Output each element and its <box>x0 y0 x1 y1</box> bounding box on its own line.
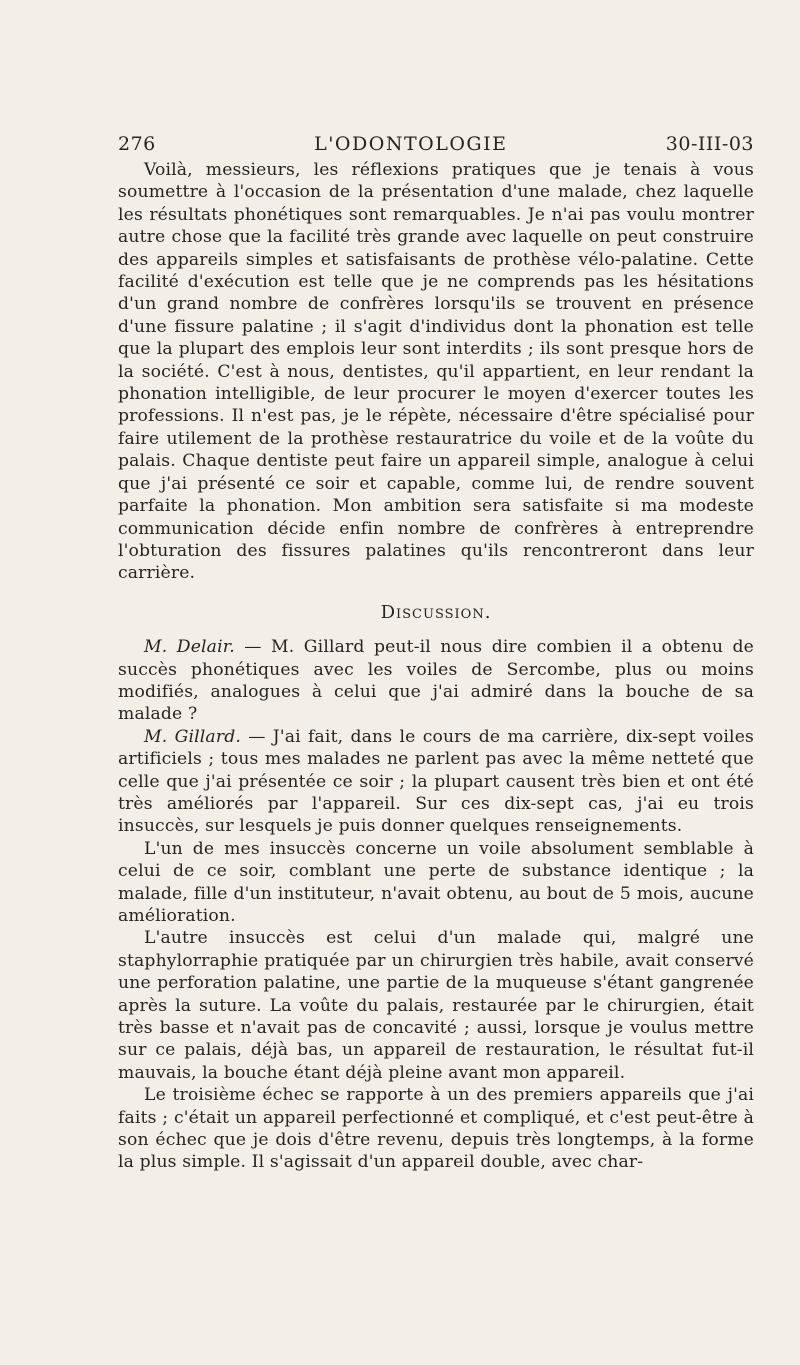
speaker-gillard: M. Gillard. <box>144 726 241 747</box>
delair-question-text: — M. Gillard peut-il nous dire combien il a obtenu de succès phonétiques avec les voiles de Sercombe, plus ou moins modifiés, analogues à celui que j'ai admiré dans la bouche de sa malade ? <box>118 637 754 725</box>
paragraph-second-failure: L'autre insuccès est celui d'un malade qui, malgré une staphylorraphie pratiquée par un chirurgien très habile, avait conservé une perforation palatine, une partie de la muqueuse s'étant gangrenée après la suture. La voûte du palais, restaurée par le chirurgien, était très basse et n'avait pas de concavité ; aussi, lorsque je voulus mettre sur ce palais, déjà bas, un appareil de restauration, le résultat fut-il mauvais, la bouche étant déjà pleine avant mon appareil. <box>118 928 754 1083</box>
paragraph-delair-question <box>118 636 754 726</box>
section-heading-discussion: Discussion. <box>380 601 492 623</box>
page-number: 276 <box>118 133 156 155</box>
paragraph-first-failure: L'un de mes insuccès concerne un voile absolument semblable à celui de ce soir, comblant une perte de substance identique ; la malade, fille d'un instituteur, n'avait obtenu, au bout de 5 mois, aucune amélioration. <box>118 838 754 926</box>
article-body <box>118 159 754 1174</box>
gillard-answer-text: — J'ai fait, dans le cours de ma carrière, dix-sept voiles artificiels ; tous mes malades ne parlent pas avec la même netteté que celle que j'ai présentée ce soir ; la plupart causent très bien et ont été très améliorés par l'appareil. Sur ces dix-sept cas, j'ai eu trois insuccès, sur lesquels je puis donner quelques renseignements. <box>118 726 755 837</box>
journal-title: L'ODONTOLOGIE <box>314 133 508 155</box>
document-page <box>118 133 754 1174</box>
issue-date: 30-III-03 <box>665 133 754 155</box>
paragraph-third-failure: Le troisième échec se rapporte à un des premiers appareils que j'ai faits ; c'était un appareil perfectionné et compliqué, et c'est peut-être à son échec que je dois d'être revenu, depuis très longtemps, à la forme la plus simple. Il s'agissait d'un appareil double, avec char- <box>118 1085 754 1173</box>
paragraph-gillard-answer <box>118 726 754 838</box>
paragraph-conclusion: Voilà, messieurs, les réflexions pratiques que je tenais à vous soumettre à l'occasion de la présentation d'une malade, chez laquelle les résultats phonétiques sont remarquables. Je n'ai pas voulu montrer autre chose que la facilité très grande avec laquelle on peut construire des appareils simples et satisfaisants de prothèse vélo-palatine. Cette facilité d'exécution est telle que je ne comprends pas les hésitations d'un grand nombre de confrères lorsqu'ils se trouvent en présence d'une fissure palatine ; il s'agit d'individus dont la phonation est telle que la plupart des emplois leur sont interdits ; ils sont presque hors de la société. C'est à nous, dentistes, qu'il appartient, en leur rendant la phonation intelligible, de leur procurer le moyen d'exercer toutes les professions. Il n'est pas, je le répète, nécessaire d'être spécialisé pour faire utilement de la prothèse restauratrice du voile et de la voûte du palais. Chaque dentiste peut faire un appareil simple, analogue à celui que j'ai présenté ce soir et capable, comme lui, de rendre souvent parfaite la phonation. Mon ambition sera satisfaite si ma modeste communication décide enfin nombre de confrères à entreprendre l'obturation des fissures palatines qu'ils rencontreront dans leur carrière. <box>118 160 754 584</box>
speaker-delair: M. Delair. <box>144 637 235 658</box>
running-head <box>118 133 754 155</box>
